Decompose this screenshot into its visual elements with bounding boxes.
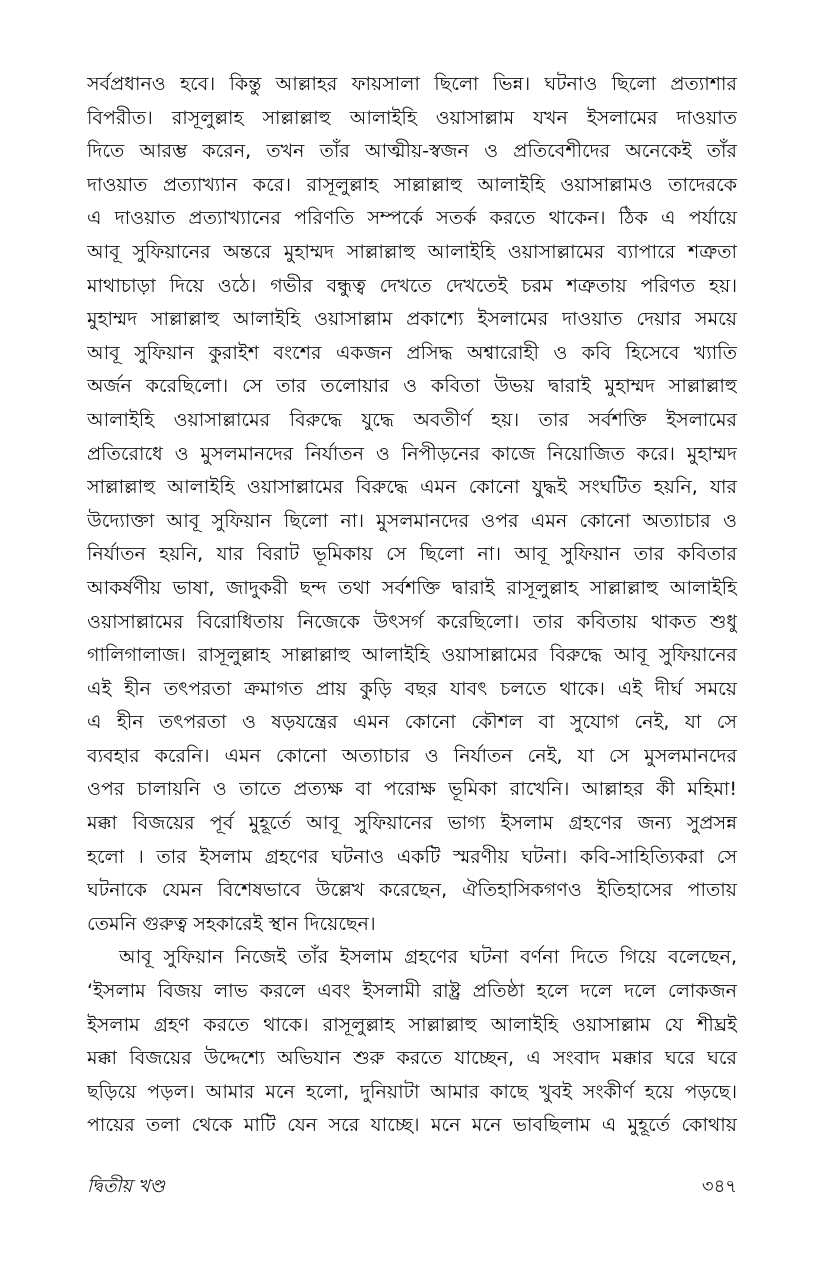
text-line: গালিগালাজ। রাসূলুল্লাহ সাল্লাল্লাহু আলাইহি ওয়াসাল্লামের বিরুদ্ধে আবূ সুফিয়ানের xyxy=(87,644,737,667)
text-line: আবূ সুফিয়ানের অন্তরে মুহাম্মদ সাল্লাল্লাহু আলাইহি ওয়াসাল্লামের ব্যাপারে শত্রুতা xyxy=(87,240,737,263)
text-line: মুহাম্মদ সাল্লাল্লাহু আলাইহি ওয়াসাল্লাম প্রকাশ্যে ইসলামের দাওয়াত দেয়ার সময়ে xyxy=(87,308,737,331)
page-number: ৩৪৭ xyxy=(701,1176,737,1197)
text-line: হলো । তার ইসলাম গ্রহণের ঘটনাও একটি স্মরণীয় ঘটনা। কবি-সাহিত্যিকরা সে xyxy=(87,845,737,868)
text-line: উদ্যোক্তা আবূ সুফিয়ান ছিলো না। মুসলমানদের ওপর এমন কোনো অত্যাচার ও xyxy=(87,509,737,532)
text-line: ঘটনাকে যেমন বিশেষভাবে উল্লেখ করেছেন, ঐতিহাসিকগণও ইতিহাসের পাতায় xyxy=(87,879,737,902)
text-line: ওয়াসাল্লামের বিরোধিতায় নিজেকে উৎসর্গ করেছিলো। তার কবিতায় থাকত শুধু xyxy=(87,610,737,633)
text-line: ইসলাম গ্রহণ করতে থাকে। রাসূলুল্লাহ সাল্লাল্লাহু আলাইহি ওয়াসাল্লাম যে শীঘ্রই xyxy=(87,1013,737,1036)
volume-label: দ্বিতীয় খণ্ড xyxy=(87,1176,165,1197)
paragraph-end-line: তেমনি গুরুত্ব সহকারেই স্থান দিয়েছেন। xyxy=(87,912,376,935)
text-line: এ হীন তৎপরতা ও ষড়যন্ত্রের এমন কোনো কৌশল বা সুযোগ নেই, যা সে xyxy=(87,711,737,734)
page-footer xyxy=(87,1172,737,1202)
text-line: এ দাওয়াত প্রত্যাখ্যানের পরিণতি সম্পর্কে সতর্ক করতে থাকেন। ঠিক এ পর্যায়ে xyxy=(87,207,737,230)
text-line: সাল্লাল্লাহু আলাইহি ওয়াসাল্লামের বিরুদ্ধে এমন কোনো যুদ্ধই সংঘটিত হয়নি, যার xyxy=(87,476,737,499)
text-line: মাথাচাড়া দিয়ে ওঠে। গভীর বন্ধুত্ব দেখতে দেখতেই চরম শত্রুতায় পরিণত হয়। xyxy=(87,274,737,297)
text-line: ব্যবহার করেনি। এমন কোনো অত্যাচার ও নির্যাতন নেই, যা সে মুসলমানদের xyxy=(87,744,737,767)
text-line: আবূ সুফিয়ান কুরাইশ বংশের একজন প্রসিদ্ধ অশ্বারোহী ও কবি হিসেবে খ্যাতি xyxy=(87,341,737,364)
text-line: এই হীন তৎপরতা ক্রমাগত প্রায় কুড়ি বছর যাবৎ চলতে থাকে। এই দীর্ঘ সময়ে xyxy=(87,677,737,700)
text-line: প্রতিরোধে ও মুসলমানদের নির্যাতন ও নিপীড়নের কাজে নিয়োজিত করে। মুহাম্মদ xyxy=(87,442,737,465)
text-line: নির্যাতন হয়নি, যার বিরাট ভূমিকায় সে ছিলো না। আবূ সুফিয়ান তার কবিতার xyxy=(87,543,737,566)
text-line: ছড়িয়ে পড়ল। আমার মনে হলো, দুনিয়াটা আমার কাছে খুবই সংকীর্ণ হয়ে পড়ছে। xyxy=(87,1080,737,1103)
text-line: দাওয়াত প্রত্যাখ্যান করে। রাসূলুল্লাহ সাল্লাল্লাহু আলাইহি ওয়াসাল্লামও তাদেরকে xyxy=(87,173,737,196)
text-line: ওপর চালায়নি ও তাতে প্রত্যক্ষ বা পরোক্ষ ভূমিকা রাখেনি। আল্লাহর কী মহিমা! xyxy=(87,778,737,801)
text-line: ‘ইসলাম বিজয় লাভ করলে এবং ইসলামী রাষ্ট্র প্রতিষ্ঠা হলে দলে দলে লোকজন xyxy=(87,980,737,1003)
text-line: দিতে আরম্ভ করেন, তখন তাঁর আত্মীয়-স্বজন ও প্রতিবেশীদের অনেকেই তাঁর xyxy=(87,140,737,163)
text-line: মক্কা বিজয়ের উদ্দেশ্যে অভিযান শুরু করতে যাচ্ছেন, এ সংবাদ মক্কার ঘরে ঘরে xyxy=(87,1047,737,1070)
text-line: সর্বপ্রধানও হবে। কিন্তু আল্লাহর ফায়সালা ছিলো ভিন্ন। ঘটনাও ছিলো প্রত্যাশার xyxy=(87,73,737,95)
text-line: মক্কা বিজয়ের পূর্ব মুহূর্তে আবূ সুফিয়ানের ভাগ্য ইসলাম গ্রহণের জন্য সুপ্রসন্ন xyxy=(87,812,737,835)
text-line: পায়ের তলা থেকে মাটি যেন সরে যাচ্ছে। মনে মনে ভাবছিলাম এ মুহূর্তে কোথায় xyxy=(87,1114,737,1137)
text-line: অর্জন করেছিলো। সে তার তলোয়ার ও কবিতা উভয় দ্বারাই মুহাম্মদ সাল্লাল্লাহু xyxy=(87,375,737,398)
text-line: আলাইহি ওয়াসাল্লামের বিরুদ্ধে যুদ্ধে অবতীর্ণ হয়। তার সর্বশক্তি ইসলামের xyxy=(87,408,737,431)
paragraph-start-line: আবূ সুফিয়ান নিজেই তাঁর ইসলাম গ্রহণের ঘটনা বর্ণনা দিতে গিয়ে বলেছেন, xyxy=(119,946,737,969)
text-line: আকর্ষণীয় ভাষা, জাদুকরী ছন্দ তথা সর্বশক্তি দ্বারাই রাসূলুল্লাহ সাল্লাল্লাহু আলাইহি xyxy=(87,576,737,599)
body-text xyxy=(87,68,737,1143)
text-line: বিপরীত। রাসূলুল্লাহ সাল্লাল্লাহু আলাইহি ওয়াসাল্লাম যখন ইসলামের দাওয়াত xyxy=(87,106,737,129)
